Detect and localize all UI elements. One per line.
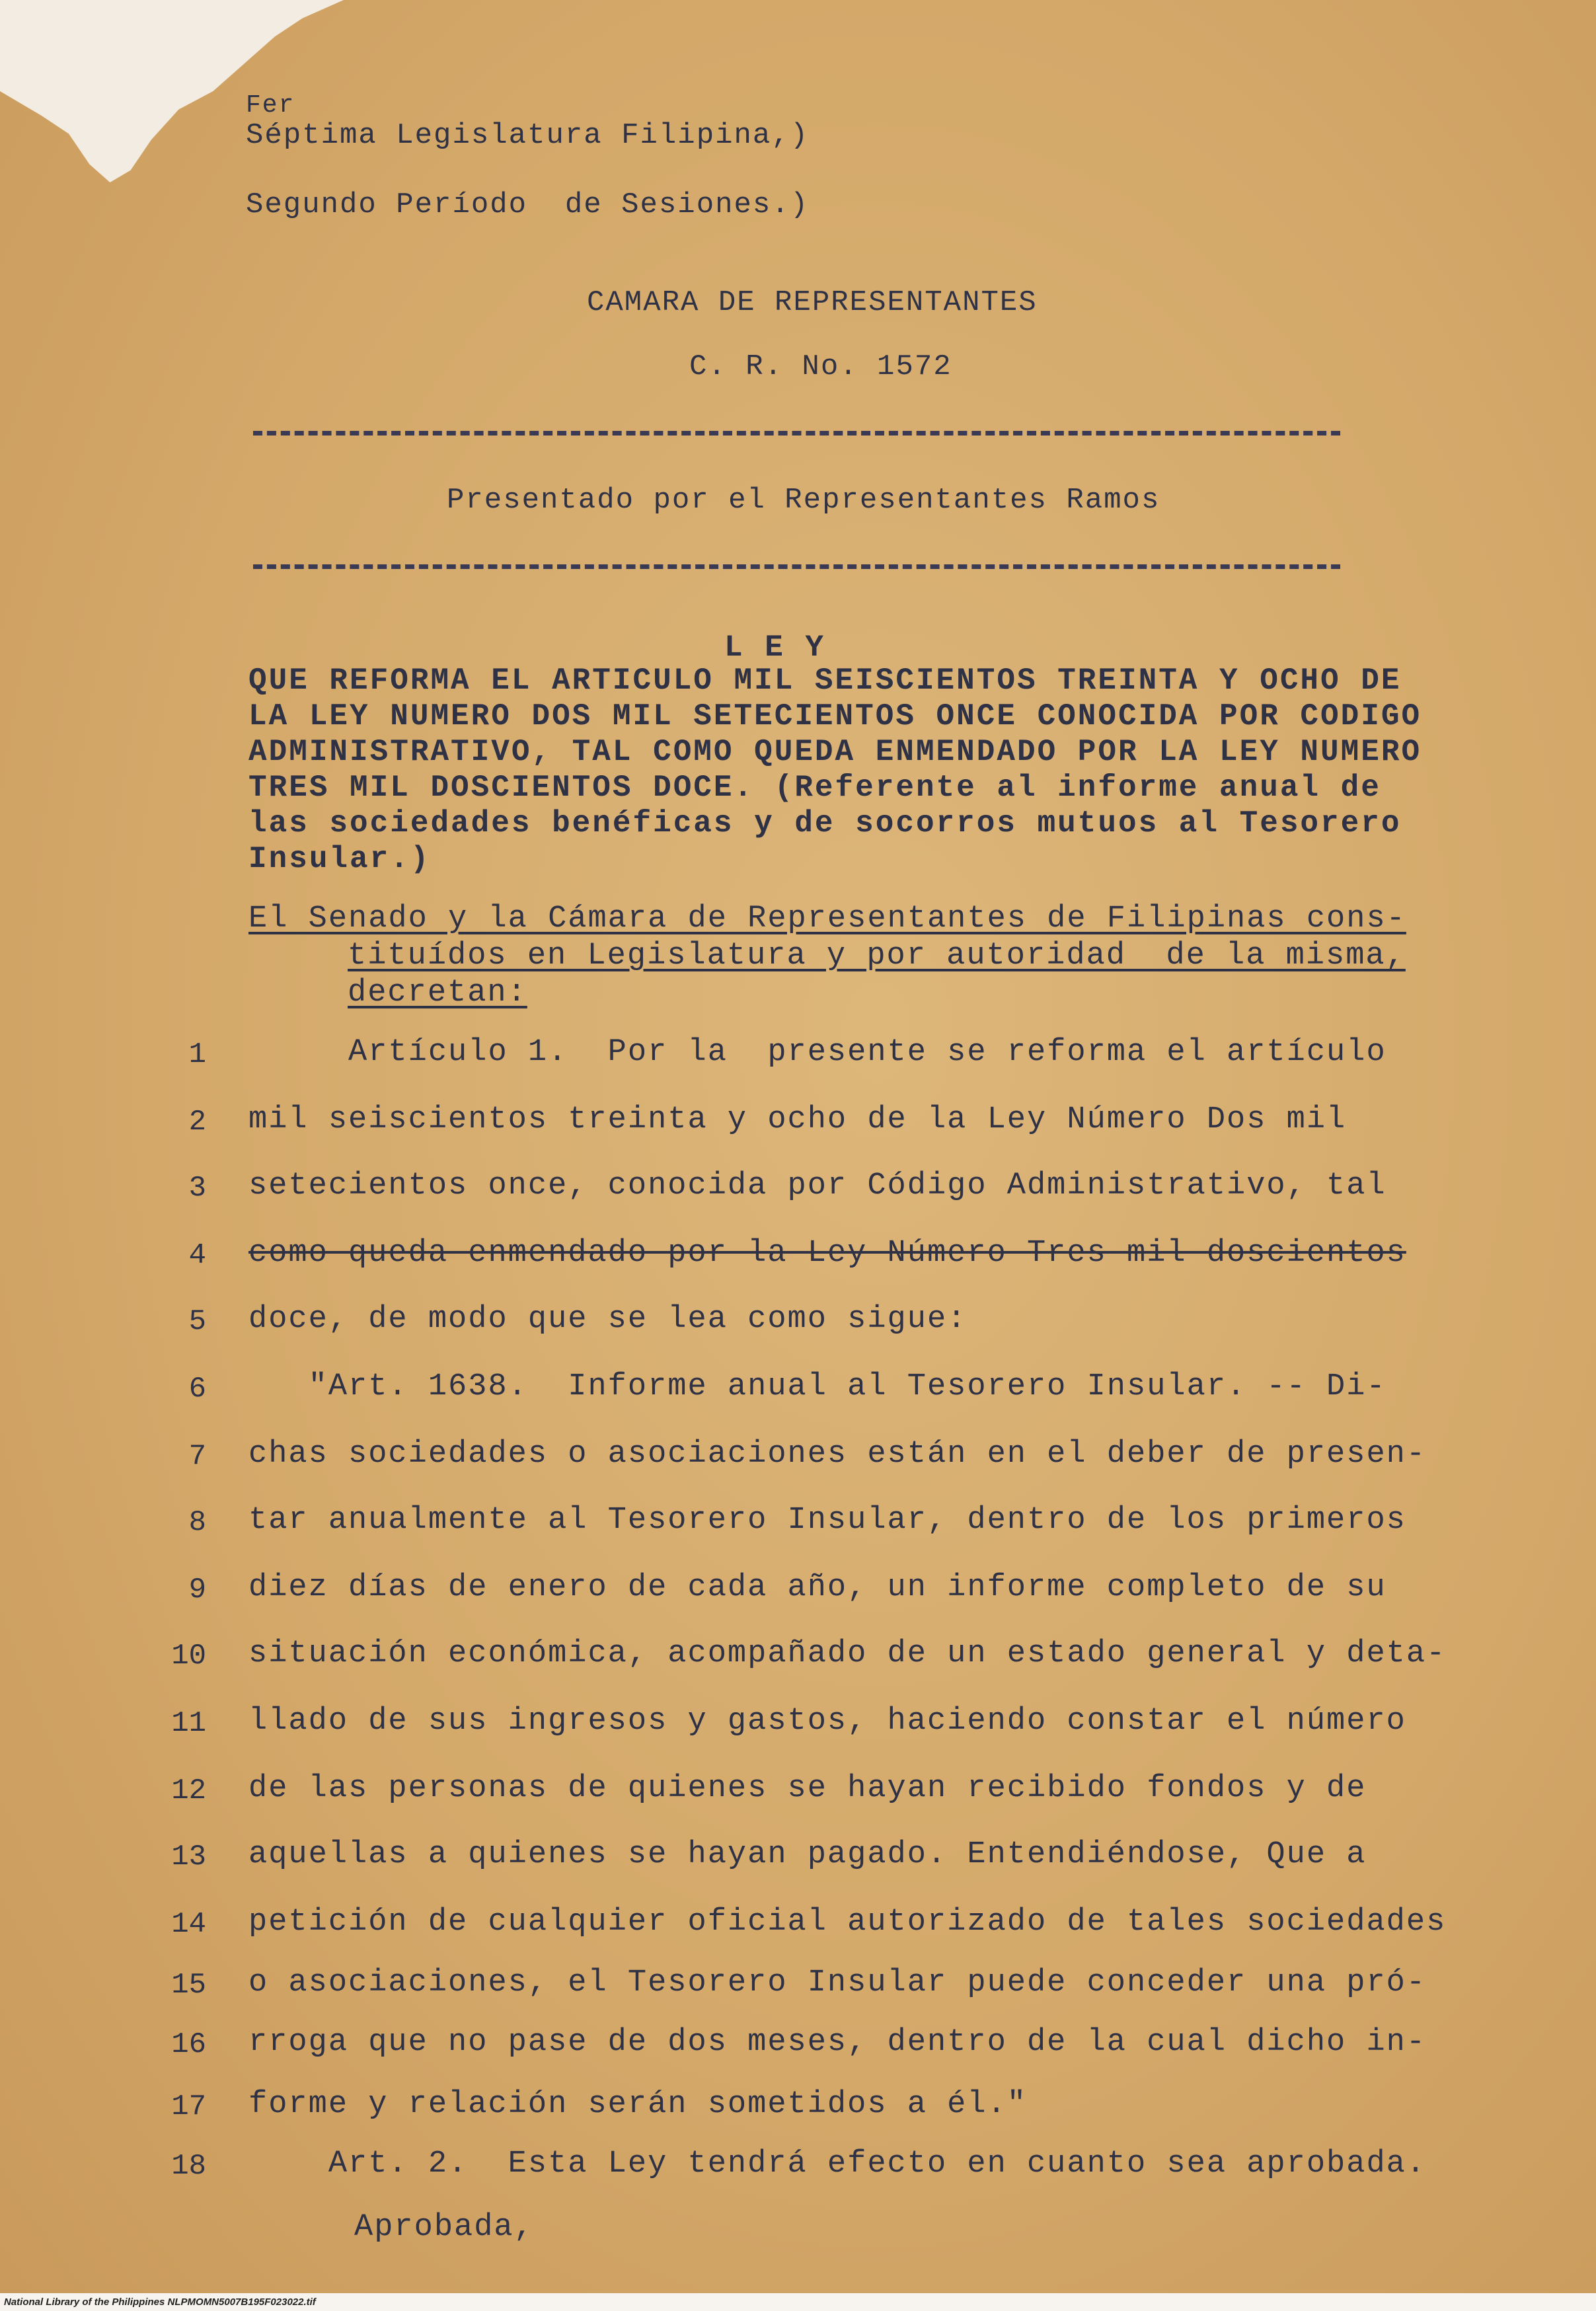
line-number: 1 (188, 1038, 206, 1071)
body-line: Artículo 1. Por la presente se reforma el artículo (248, 1035, 1387, 1070)
body-line: de las personas de quienes se hayan recibido fondos y de (248, 1771, 1367, 1806)
enacting-line: tituídos en Legislatura y por autoridad de la misma, (348, 938, 1406, 973)
line-number: 12 (171, 1774, 206, 1807)
body-line: como queda enmendado por la Ley Número Tres mil doscientos (248, 1236, 1406, 1271)
dashed-divider-top (253, 431, 1340, 436)
body-line: llado de sus ingresos y gastos, haciendo constar el número (248, 1704, 1406, 1739)
torn-corner (0, 0, 344, 304)
title-line: TRES MIL DOSCIENTOS DOCE. (Referente al informe anual de (248, 771, 1381, 805)
title-line: LA LEY NUMERO DOS MIL SETECIENTOS ONCE CONOCIDA POR CODIGO (248, 699, 1422, 734)
line-number: 18 (171, 2150, 206, 2183)
line-number: 4 (188, 1239, 206, 1272)
body-line: forme y relación serán sometidos a él." (248, 2087, 1027, 2122)
body-line: o asociaciones, el Tesorero Insular puede conceder una pró- (248, 1965, 1427, 2000)
bill-number: C. R. No. 1572 (689, 350, 952, 383)
body-line: situación económica, acompañado de un estado general y deta- (248, 1636, 1447, 1671)
line-number: 10 (171, 1640, 206, 1673)
line-number: 14 (171, 1908, 206, 1941)
line-number: 7 (188, 1440, 206, 1473)
handwritten-annotation: Fer (246, 91, 295, 120)
body-line: rroga que no pase de dos meses, dentro de la cual dicho in- (248, 2025, 1427, 2060)
chamber-heading: CAMARA DE REPRESENTANTES (587, 286, 1038, 319)
line-number: 8 (188, 1506, 206, 1539)
body-line: tar anualmente al Tesorero Insular, dentro de los primeros (248, 1503, 1406, 1538)
body-line: doce, de modo que se lea como sigue: (248, 1302, 968, 1337)
enacting-line: El Senado y la Cámara de Representantes de Filipinas cons- (248, 901, 1406, 936)
title-line: Insular.) (248, 842, 431, 876)
law-heading: L E Y (724, 630, 826, 665)
body-line: petición de cualquier oficial autorizado de tales sociedades (248, 1905, 1447, 1940)
body-line: diez días de enero de cada año, un informe completo de su (248, 1570, 1387, 1605)
enacting-line: decretan: (348, 975, 527, 1010)
presented-by: Presentado por el Representantes Ramos (447, 484, 1160, 517)
title-line: las sociedades benéficas y de socorros mutuos al Tesorero (248, 806, 1402, 841)
line-number: 15 (171, 1969, 206, 2002)
title-line: ADMINISTRATIVO, TAL COMO QUEDA ENMENDADO POR LA LEY NUMERO (248, 735, 1422, 769)
body-line: "Art. 1638. Informe anual al Tesorero Insular. -- Di- (248, 1369, 1387, 1404)
legislature-line: Séptima Legislatura Filipina,) (246, 119, 810, 152)
closing-approved: Aprobada, (354, 2210, 534, 2245)
line-number: 16 (171, 2028, 206, 2061)
body-line: aquellas a quienes se hayan pagado. Entendiéndose, Que a (248, 1837, 1367, 1872)
title-line: QUE REFORMA EL ARTICULO MIL SEISCIENTOS TREINTA Y OCHO DE (248, 663, 1402, 698)
line-number: 17 (171, 2090, 206, 2123)
archive-footer: National Library of the Philippines NLPMOMN5007B195F023022.tif (0, 2293, 1596, 2311)
body-line: setecientos once, conocida por Código Administrativo, tal (248, 1168, 1387, 1203)
line-number: 11 (171, 1707, 206, 1740)
line-number: 9 (188, 1573, 206, 1607)
body-line: chas sociedades o asociaciones están en el deber de presen- (248, 1437, 1427, 1472)
line-number: 13 (171, 1840, 206, 1874)
body-line: Art. 2. Esta Ley tendrá efecto en cuanto sea aprobada. (248, 2146, 1427, 2181)
body-line: mil seiscientos treinta y ocho de la Ley Número Dos mil (248, 1102, 1347, 1137)
line-number: 3 (188, 1172, 206, 1205)
line-number: 5 (188, 1305, 206, 1338)
dashed-divider-bottom (253, 564, 1340, 569)
line-number: 2 (188, 1106, 206, 1139)
period-line: Segundo Período de Sesiones.) (246, 188, 810, 221)
line-number: 6 (188, 1373, 206, 1406)
